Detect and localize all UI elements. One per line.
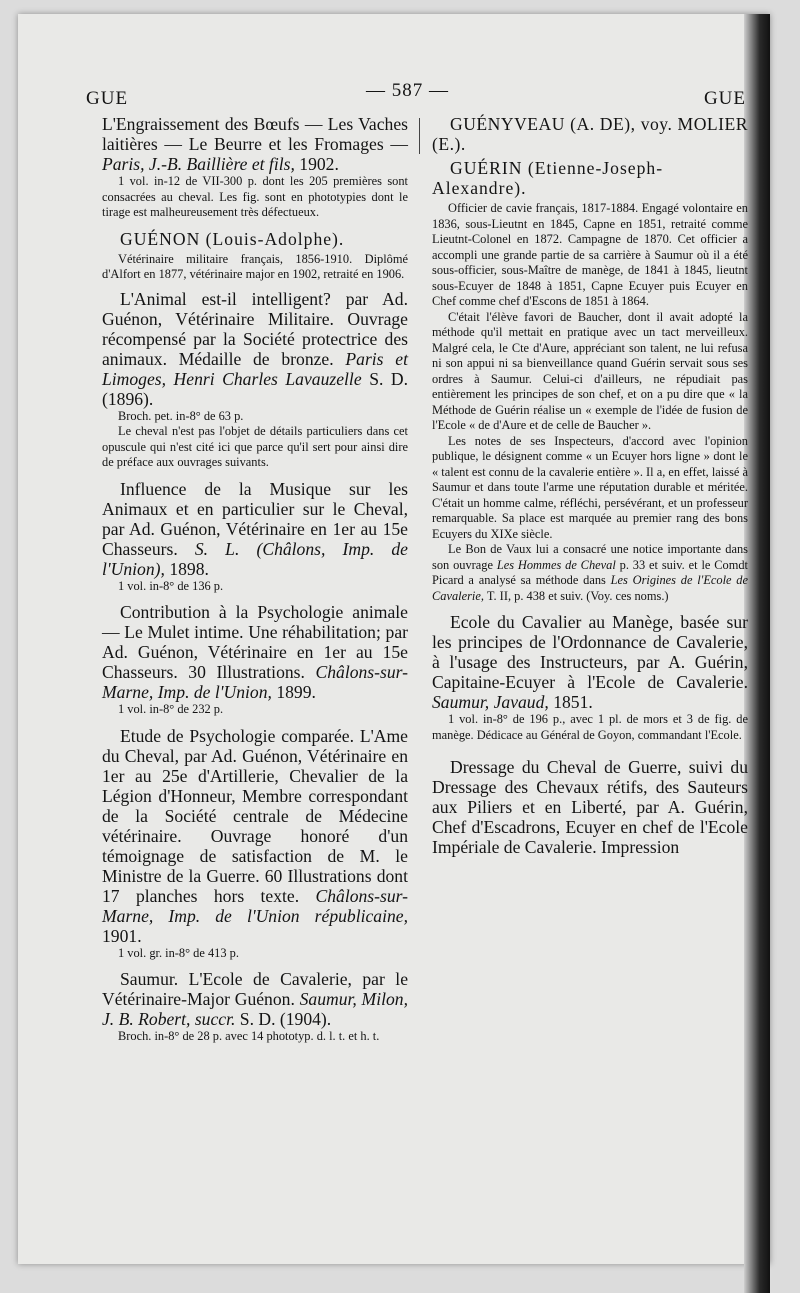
running-head: [86, 80, 746, 112]
author-biography-4: Le Bon de Vaux lui a consacré une notice importante dans son ouvrage Les Hommes de Cheval p. 33 et suiv. et le Comdt Picard a analysé sa méthode dans Les Origines de l'Ecole de Cavalerie, T. II, p. 438 et suiv. (Voy. ces noms.): [432, 542, 748, 603]
running-head-left: GUE: [86, 88, 129, 109]
entry-format: 1 vol. in-8° de 232 p.: [118, 702, 224, 716]
entry-title: Contribution à la Psychologie animale — Le Mulet intime. Une réhabilitation; par Ad. Guénon, Vétérinaire en 1er au 15e Chasseurs. 30 Illustrations. Châlons-sur-Marne, Imp. de l'Union, 1899.: [102, 602, 408, 702]
book-page: [18, 14, 770, 1264]
entry-title: Ecole du Cavalier au Manège, basée sur les principes de l'Ordonnance de Cavalerie, à l'usage des Instructeurs, par A. Guérin, Capitaine-Ecuyer à l'Ecole de Cavalerie. Saumur, Javaud, 1851.: [432, 612, 748, 712]
entry-title: Saumur. L'Ecole de Cavalerie, par le Vétérinaire-Major Guénon. Saumur, Milon, J. B. Robert, succr. S. D. (1904).: [102, 969, 408, 1029]
book-entry-animal-intelligent: [102, 289, 408, 471]
author-biography-2: C'était l'élève favori de Baucher, dont il avait adopté la méthode qu'il mettait en pratique avec un tact merveilleux. Malgré cela, le Cte d'Aure, appréciant son talent, ne lui refusa ni son appui ni sa bienveillance quand Guérin servait sous ses ordres à Saumur. Celui-ci d'ailleurs, ne répudiait pas entièrement les principes de son chef, et on a pu dire que « la Méthode de Guérin réalise un « exemple de l'idée de fusion de l'Ecole « de d'Aure et de celle de Baucher ».: [432, 309, 748, 432]
entry-title: Dressage du Cheval de Guerre, suivi du Dressage des Chevaux rétifs, des Sauteurs aux Piliers et en Liberté, par A. Guérin, Chef d'Escadrons, Ecuyer en chef de l'Ecole Impériale de Cavalerie. Impression: [432, 757, 748, 857]
entry-description: 1 vol. in-12 de VII-300 p. dont les 205 premières sont consacrées au cheval. Les fig. sont en phototypies dont le tirage est malheureusement très défectueux.: [102, 174, 408, 219]
book-entry-dressage-cheval-guerre: [432, 757, 748, 857]
book-entry-influence-musique: [102, 479, 408, 595]
page-number: — 587 —: [366, 80, 449, 101]
running-head-right: GUE: [703, 88, 746, 109]
book-entry-ame-du-cheval: [102, 726, 408, 962]
author-heading-guenon: GUÉNON (Louis-Adolphe).: [120, 228, 345, 249]
entry-title: Etude de Psychologie comparée. L'Ame du Cheval, par Ad. Guénon, Vétérinaire en 1er au 25e d'Artillerie, Chevalier de la Légion d'Honneur, Membre correspondant de la Société centrale de Médecine vétérinaire. Ouvrage honoré d'un témoignage de satisfaction de M. le Ministre de la Guerre. 60 Illustrations dont 17 planches hors texte. Châlons-sur-Marne, Imp. de l'Union républicaine, 1901.: [102, 725, 408, 946]
entry-title: L'Engraissement des Bœufs — Les Vaches laitières — Le Beurre et les Fromages — Paris, J.-B. Baillière et fils, 1902.: [102, 114, 408, 174]
entry-format: 1 vol. gr. in-8° de 413 p.: [118, 945, 239, 960]
left-column: [102, 114, 408, 1053]
book-entry-mulet-intime: [102, 602, 408, 718]
entry-format: Broch. in-8° de 28 p. avec 14 phototyp. d. l. t. et h. t.: [118, 1029, 380, 1043]
right-column: [432, 114, 748, 865]
author-biography: Officier de cavie français, 1817-1884. Engagé volontaire en 1836, sous-Lieutnt en 1845, Capne en 1851, retraité comme Lieutnt-Colonel en 1872. Campagne de 1870. Cet officier a accompli une grande partie de sa carrière à Saumur où il a été sous-officier, sous-Maître de manège, de 1841 à 1845, lieutnt sous-Ecuyer de 1848 à 1851, Capne Ecuyer puis Ecuyer en Chef comme chef d'Escons de 1851 à 1864.: [432, 201, 748, 308]
book-entry-ecole-du-cavalier: [432, 612, 748, 743]
book-entry-engraissement: [102, 114, 408, 221]
column-rule: [419, 118, 420, 154]
entry-format: Broch. pet. in-8° de 63 p.: [118, 408, 244, 423]
entry-title: L'Animal est-il intelligent? par Ad. Guénon, Vétérinaire Militaire. Ouvrage récompensé par la Société protectrice des animaux. Médaille de bronze. Paris et Limoges, Henri Charles Lavauzelle S. D. (1896).: [102, 288, 409, 409]
entry-description: 1 vol. in-8° de 196 p., avec 1 pl. de mors et 3 de fig. de manège. Dédicace au Général de Goyon, commandant l'Ecole.: [432, 712, 748, 742]
author-biography: Vétérinaire militaire français, 1856-1910. Diplômé d'Alfort en 1877, vétérinaire major en 1902, retraité en 1906.: [102, 251, 408, 281]
entry-format: 1 vol. in-8° de 136 p.: [118, 578, 224, 593]
entry-description: Le cheval n'est pas l'objet de détails particuliers dans cet opuscule qui n'est cité ici que parce qu'il sert pour ainsi dire de préface aux ouvrages suivants.: [102, 424, 408, 469]
author-heading-guerin: GUÉRIN (Etienne-Joseph-Alexandre).: [432, 158, 664, 198]
author-biography-3: Les notes de ses Inspecteurs, d'accord avec l'opinion publique, le désignent comme « un Ecuyer hors ligne » dont le « talent est connu de la cavalerie entière ». Il a, en effet, laissé à Saumur et dans toute l'arme une réputation durable et méritée. C'était un homme calme, réfléchi, persévérant, et un professeur remarquable. Sa place est marquée au premier rang des bons Ecuyers du XIXe siècle.: [432, 433, 748, 541]
entry-title: Influence de la Musique sur les Animaux et en particulier sur le Cheval, par Ad. Guénon, Vétérinaire en 1er au 15e Chasseurs. S. L. (Châlons, Imp. de l'Union), 1898.: [102, 478, 408, 579]
book-entry-saumur-ecole: [102, 969, 408, 1045]
cross-reference-guenyveau: GUÉNYVEAU (A. DE), voy. MOLIER (E.).: [432, 114, 748, 154]
